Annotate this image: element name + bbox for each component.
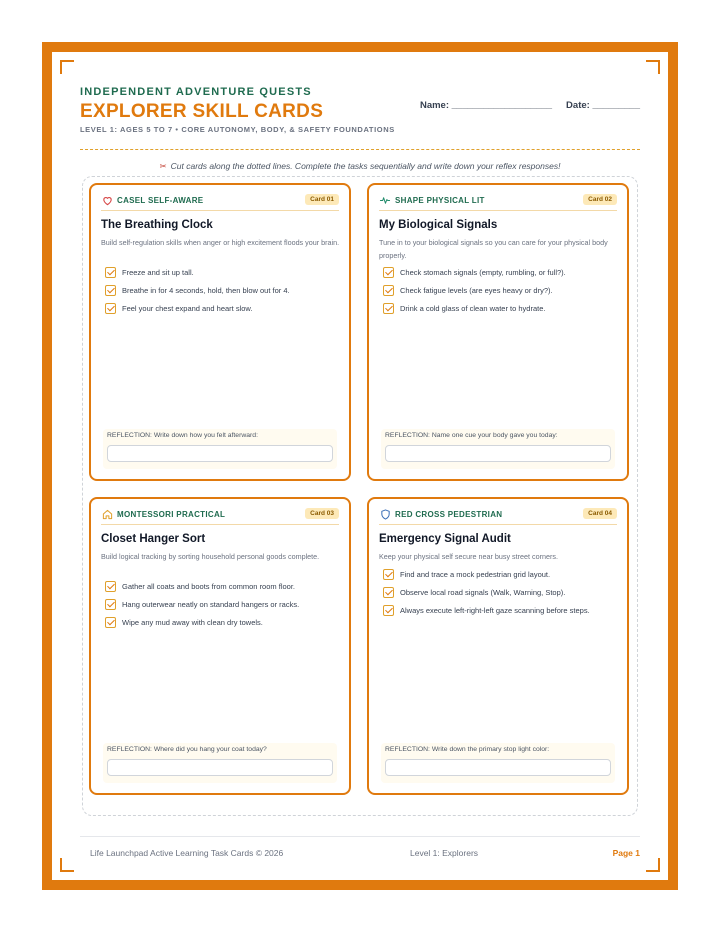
checkbox-icon[interactable] xyxy=(383,303,394,314)
pulse-icon xyxy=(379,195,391,207)
task-item xyxy=(105,581,299,599)
task-text: Observe local road signals (Walk, Warning, Stop). xyxy=(400,588,566,597)
task-item xyxy=(383,303,566,321)
scissors-icon: ✂ xyxy=(159,161,167,171)
checkbox-icon[interactable] xyxy=(105,617,116,628)
card-category: CASEL SELF-AWARE xyxy=(117,196,204,205)
task-list xyxy=(105,267,290,321)
card-header xyxy=(379,509,617,525)
name-date-fields xyxy=(420,100,640,111)
page-kicker: INDEPENDENT ADVENTURE QUESTS xyxy=(80,86,312,98)
card-description: Build self-regulation skills when anger or high excitement floods your brain. xyxy=(101,238,340,247)
card-badge: Card 02 xyxy=(583,194,617,205)
corner-mark xyxy=(60,858,74,872)
reflection-box xyxy=(103,429,337,469)
reflection-label: REFLECTION: Name one cue your body gave you today: xyxy=(385,432,558,439)
footer-divider xyxy=(80,836,640,837)
card-category: MONTESSORI PRACTICAL xyxy=(117,510,226,519)
page-frame xyxy=(42,42,678,890)
home-icon xyxy=(101,509,113,521)
card-header xyxy=(101,509,339,525)
task-list xyxy=(383,267,566,321)
task-text: Check fatigue levels (are eyes heavy or dry?). xyxy=(400,286,553,295)
reflection-input[interactable] xyxy=(107,759,333,776)
reflection-label: REFLECTION: Write down how you felt afterward: xyxy=(107,432,258,439)
reflection-input[interactable] xyxy=(385,759,611,776)
task-text: Check stomach signals (empty, rumbling, or full?). xyxy=(400,268,566,277)
page-number: Page 1 xyxy=(612,848,640,858)
task-text: Always execute left-right-left gaze scanning before steps. xyxy=(400,606,590,615)
checkbox-icon[interactable] xyxy=(105,303,116,314)
card-header xyxy=(379,195,617,211)
skill-card xyxy=(367,497,629,795)
checkbox-icon[interactable] xyxy=(383,605,394,616)
card-title: The Breathing Clock xyxy=(101,219,213,231)
task-item xyxy=(383,267,566,285)
heart-icon xyxy=(101,195,113,207)
task-text: Find and trace a mock pedestrian grid layout. xyxy=(400,570,551,579)
card-badge: Card 03 xyxy=(305,508,339,519)
checkbox-icon[interactable] xyxy=(383,587,394,598)
shield-icon xyxy=(379,509,391,521)
card-category: RED CROSS PEDESTRIAN xyxy=(395,510,503,519)
instructions xyxy=(52,161,668,172)
worksheet xyxy=(52,52,668,880)
task-text: Breathe in for 4 seconds, hold, then blow out for 4. xyxy=(122,286,290,295)
card-badge: Card 01 xyxy=(305,194,339,205)
checkbox-icon[interactable] xyxy=(383,285,394,296)
task-item xyxy=(383,285,566,303)
task-item xyxy=(105,599,299,617)
task-item xyxy=(383,605,590,623)
checkbox-icon[interactable] xyxy=(383,267,394,278)
reflection-label: REFLECTION: Where did you hang your coat today? xyxy=(107,746,267,753)
card-title: Emergency Signal Audit xyxy=(379,533,511,545)
checkbox-icon[interactable] xyxy=(105,285,116,296)
reflection-input[interactable] xyxy=(107,445,333,462)
date-field[interactable]: Date: _________ xyxy=(566,100,640,111)
task-text: Freeze and sit up tall. xyxy=(122,268,194,277)
reflection-input[interactable] xyxy=(385,445,611,462)
card-category: SHAPE PHYSICAL LIT xyxy=(395,196,485,205)
reflection-box xyxy=(381,429,615,469)
instructions-text: Cut cards along the dotted lines. Complete the tasks sequentially and write down your reflex responses! xyxy=(170,161,561,171)
corner-mark xyxy=(646,60,660,74)
skill-card xyxy=(89,183,351,481)
card-description: Build logical tracking by sorting household personal goods complete. xyxy=(101,552,320,561)
page-header xyxy=(80,86,640,134)
card-title: My Biological Signals xyxy=(379,219,498,231)
card-description: Keep your physical self secure near busy street corners. xyxy=(379,552,558,561)
header-divider xyxy=(80,149,640,150)
footer-copyright: Life Launchpad Active Learning Task Cards © 2026 xyxy=(90,848,284,858)
reflection-box xyxy=(103,743,337,783)
footer-level: Level 1: Explorers xyxy=(410,848,479,858)
task-item xyxy=(383,587,590,605)
task-item xyxy=(105,617,299,635)
checkbox-icon[interactable] xyxy=(383,569,394,580)
reflection-box xyxy=(381,743,615,783)
task-list xyxy=(383,569,590,623)
checkbox-icon[interactable] xyxy=(105,581,116,592)
task-item xyxy=(105,285,290,303)
task-text: Wipe any mud away with clean dry towels. xyxy=(122,618,263,627)
task-text: Gather all coats and boots from common room floor. xyxy=(122,582,295,591)
name-field[interactable]: Name: ___________________ xyxy=(419,100,553,111)
card-header xyxy=(101,195,339,211)
checkbox-icon[interactable] xyxy=(105,267,116,278)
skill-card xyxy=(367,183,629,481)
task-text: Drink a cold glass of clean water to hydrate. xyxy=(400,304,546,313)
skill-card xyxy=(89,497,351,795)
task-text: Hang outerwear neatly on standard hangers or racks. xyxy=(122,600,300,609)
task-item xyxy=(383,569,590,587)
corner-mark xyxy=(646,858,660,872)
task-item xyxy=(105,303,290,321)
task-item xyxy=(105,267,290,285)
reflection-label: REFLECTION: Write down the primary stop light color: xyxy=(385,746,550,753)
card-title: Closet Hanger Sort xyxy=(101,533,206,545)
card-description: Tune in to your biological signals so you can care for your physical body properly. xyxy=(379,238,608,260)
task-list xyxy=(105,581,299,635)
corner-mark xyxy=(60,60,74,74)
checkbox-icon[interactable] xyxy=(105,599,116,610)
page-subtitle: LEVEL 1: AGES 5 TO 7 • CORE AUTONOMY, BODY, & SAFETY FOUNDATIONS xyxy=(80,125,395,134)
card-badge: Card 04 xyxy=(583,508,617,519)
task-text: Feel your chest expand and heart slow. xyxy=(122,304,253,313)
cut-area xyxy=(82,176,638,816)
page-title: EXPLORER SKILL CARDS xyxy=(80,101,324,122)
